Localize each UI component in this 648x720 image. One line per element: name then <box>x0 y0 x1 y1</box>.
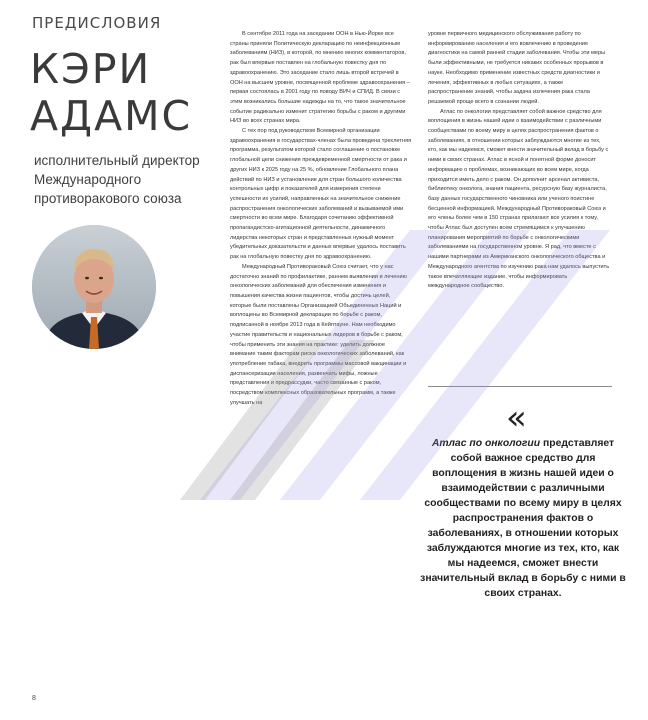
quote-mark: « <box>506 398 527 438</box>
author-role: исполнительный директор Международного противоракового союза <box>34 153 200 206</box>
portrait-image <box>32 225 156 349</box>
paragraph: С тех пор под руководством Всемирной организации здравоохранения в государствах-членах была проведена трехлетняя программа, результатом которой стало соглашение о постановке глобальной цели снижения преждевременной смертности от рака и других НИЗ к 2025 году на 25 %, обновление Глобального плана действий по НИЗ и установление для стран большого количества контрольных цифр и показателей для измерения степени успешности их усилий, направленных на значительное снижение распространения онкологических заболеваний и вызываемой ими смертности во всем мире. Благодаря сочетанию эффективной пропагандистско-агитационной деятельности, динамичного лидерства некоторых стран и представленных нужный момент убедительных доказательств и данных впервые удалось поставить рак на глобальную повестку дня по здравоохранению. <box>230 128 412 261</box>
pull-quote-emphasis: Атлас по онкологии <box>431 438 541 449</box>
pull-quote <box>418 436 628 601</box>
author-name: КЭРИ АДАМС <box>30 45 193 140</box>
paragraph: Атлас по онкологии представляет собой важное средство для воплощения в жизнь нашей идеи о взаимодействии с различными сообществами по всему миру в целях распространения фактов о заболеваниях, в отношении которых заблуждаются многие из тех, кто, как мы надеемся, сможет внести значительный вклад в борьбу с ними в своих странах. Атлас в ясной и понятной форме доносит информацию о проблемах, возникающих во всем мире, когда приходится иметь дело с раком. Он дополнит арсенал активиста, библиотеку онколога, знания пациента, ресурсную базу журналиста, базу данных государственного чиновника или ученого поистине бесценной информацией. Международный Противораковый Союз и его члены более чем в 150 странах прилагают все усилия к тому, чтобы Атлас был доступен всем стремящимся к улучшению планирования мероприятий по борьбе с онкологическими заболеваниями на государственном уровне. Я рад, что вместе с нашими партнерами из Американского онкологического общества и Международного агентства по изучению рака нам удалось выпустить такое впечатляющее издание, чтобы информировать международное сообщество. <box>428 108 610 290</box>
paragraph: уровне первичного медицинского обслуживания работу по информированию населения и его вовлечению в проведение диагностики на самой ранней стадии заболевания. Чтобы эти меры были эффективными, не требуется никаких особенных прорывов в науке. Необходимо применение известных средств диагностики и лечения, эффективных в любых ситуациях, а также распространение знаний, чтобы задача излечения рака стала решаемой проще всего в сознании людей. <box>428 31 606 105</box>
section-label: ПРЕДИСЛОВИЯ <box>32 14 162 32</box>
paragraph: В сентябре 2011 года на заседании ООН в Нью-Йорке все страны приняли Политическую декларацию по неинфекционным заболеваниям (НИЗ), в которой, по мнению многих комментаторов, рак был впервые поставлен на глобальную повестку дня по здравоохранению. Это заседание стало лишь второй встречей в ООН на высшем уровне, посвященной проблеме здравоохранения – первая состоялась в 2001 году по поводу ВИЧ и СПИД. В связи с этим возникались большие надежды на то, что такое значительное событие радикально изменит стратегию борьбы с раком и другими НИЗ во всех странах мира. <box>230 31 410 125</box>
paragraph: Международный Противораковый Союз считает, что у нас достаточно знаний по профилактике, раннем выявлении и лечению онкологических заболеваний для обеспечения изменения и повышения качества жизни пациентов, чтобы достичь целей, которые были поставлены Организацией Объединенных Наций и воплощены во Всемирной декларации по борьбе с раком, подписанной в ноябре 2013 года в Кейптауне. Нам необходимо участие правительств и национальных лидеров в борьбе с раком, чтобы применить эти знания на практике: уделить должное внимание таким факторам риска онкологических заболеваний, как употребление табака, внедрить программы массовой вакцинации и диспансеризации населения, развенчать мифы, ложные представления и предрассудки, часто связанные с раком, посредством комплексных образовательных программ, а также улучшать на <box>230 263 407 406</box>
divider <box>428 386 612 387</box>
pull-quote-text: представляет собой важное средство для воплощения в жизнь нашей идеи о взаимодействии с различными сообществами по всему миру в целях распространения фактов о заболеваниях, в отношении которых заблуждаются многие из тех, кто, как мы надеемся, сможет внести значительный вклад в борьбу с ними в своих странах. <box>420 438 626 599</box>
article-column-1 <box>230 30 412 408</box>
article-column-2 <box>428 30 610 292</box>
page-number: 8 <box>32 695 36 702</box>
author-portrait <box>32 225 156 349</box>
